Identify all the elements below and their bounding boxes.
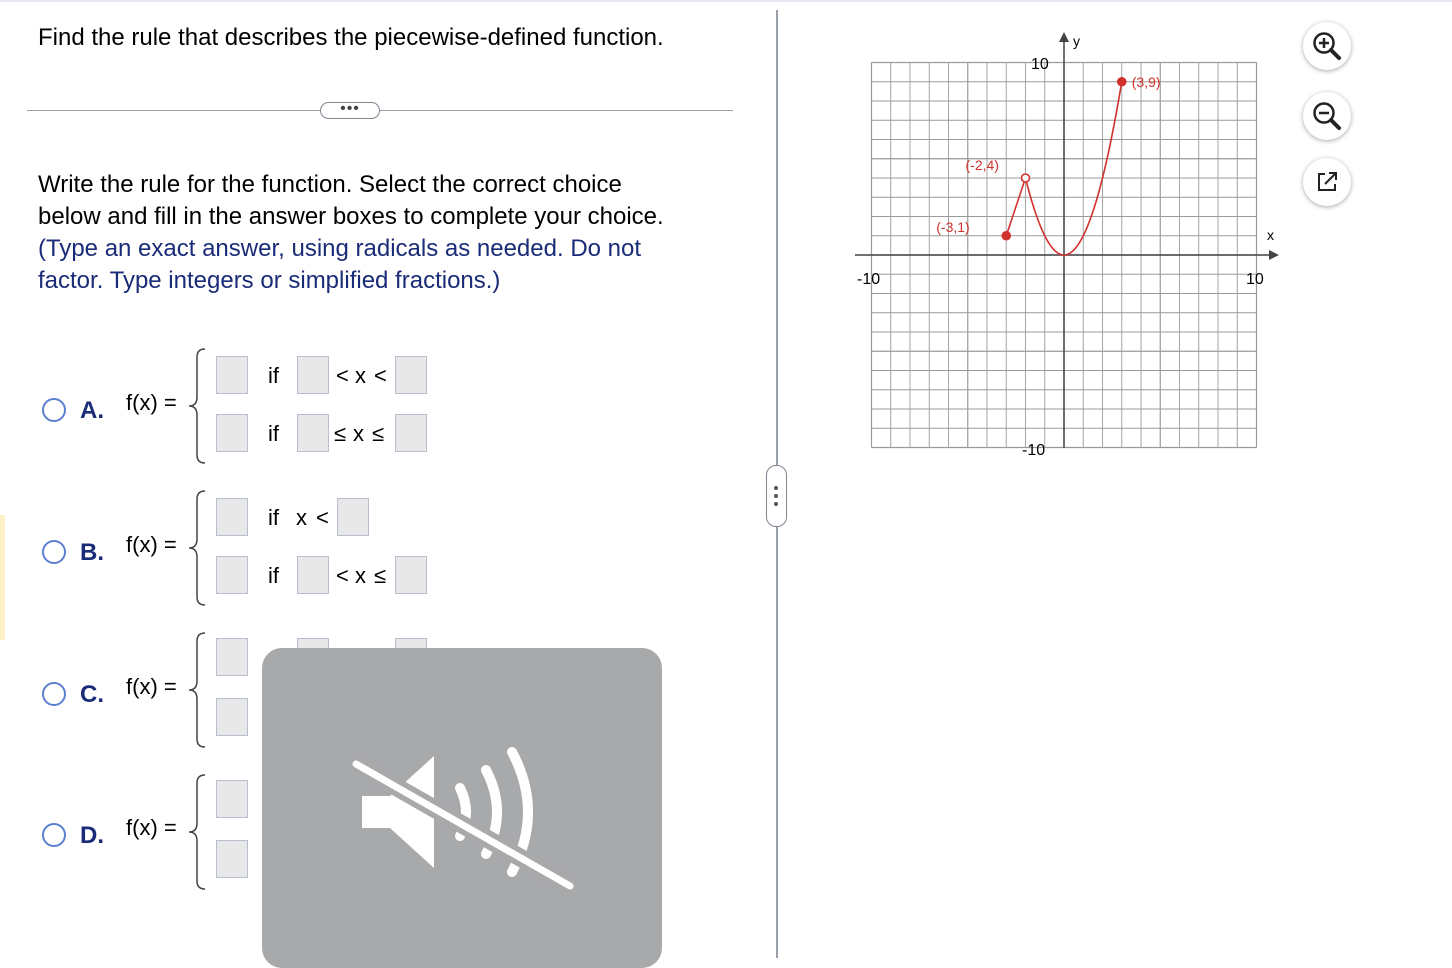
- function-graph: [845, 28, 1285, 468]
- zoom-out-button[interactable]: [1303, 92, 1351, 140]
- choice-d-fx: f(x) =: [126, 815, 177, 840]
- choice-a-lower-1-box[interactable]: [297, 356, 329, 394]
- linear-piece: [1006, 178, 1025, 236]
- instructions-note-2: factor. Type integers or simplified fractions.): [38, 267, 501, 294]
- choice-a-upper-1-box[interactable]: [395, 356, 427, 394]
- separator: [27, 110, 733, 111]
- choice-c-expr-1-box[interactable]: [216, 638, 248, 676]
- choice-d-letter: D.: [80, 822, 104, 849]
- choice-a-op-1b: <: [374, 363, 387, 388]
- choice-b-expr-1-box[interactable]: [216, 498, 248, 536]
- choice-d-expr-2-box[interactable]: [216, 840, 248, 878]
- popout-button[interactable]: [1303, 158, 1351, 206]
- pane-resize-handle[interactable]: [766, 465, 787, 527]
- zoom-out-icon: [1303, 92, 1351, 140]
- y-min-tick-label: -10: [1022, 442, 1046, 459]
- more-button[interactable]: •••: [320, 102, 380, 119]
- x-min-tick-label: -10: [857, 271, 881, 288]
- top-border: [0, 0, 1452, 2]
- parabola-piece: [1026, 82, 1122, 255]
- instructions-note-1: (Type an exact answer, using radicals as needed. Do not: [38, 235, 642, 262]
- zoom-in-icon: [1303, 22, 1351, 70]
- zoom-in-button[interactable]: [1303, 22, 1351, 70]
- question-text: Find the rule that describes the piecewise-defined function.: [38, 24, 664, 51]
- graph-point: [1118, 78, 1126, 86]
- choice-a-if-1: if: [268, 363, 279, 388]
- choice-c-radio[interactable]: [42, 682, 66, 706]
- choice-a-if-2: if: [268, 421, 279, 446]
- choice-b-if-2: if: [268, 563, 279, 588]
- choice-a-upper-2-box[interactable]: [395, 414, 427, 452]
- choice-d-radio[interactable]: [42, 823, 66, 847]
- y-axis-label: y: [1073, 33, 1080, 49]
- choice-a-lower-2-box[interactable]: [297, 414, 329, 452]
- choice-b-op-2a: <: [336, 563, 349, 588]
- choice-b-op-1: <: [316, 505, 329, 530]
- choice-a-x-1: x: [355, 363, 366, 388]
- choice-b-x-2: x: [355, 563, 366, 588]
- choice-b-radio[interactable]: [42, 540, 66, 564]
- graph-point-label: (3,9): [1131, 73, 1161, 90]
- choice-b-op-2b: ≤: [374, 563, 387, 588]
- choice-c-fx: f(x) =: [126, 674, 177, 699]
- instructions-line-1: Write the rule for the function. Select the correct choice: [38, 171, 622, 198]
- graph-points: [936, 74, 1160, 240]
- choice-a-fx: f(x) =: [126, 390, 177, 415]
- choice-b-lower-2-box[interactable]: [297, 556, 329, 594]
- graph-point: [1022, 174, 1030, 182]
- choice-b-x-1: x: [296, 505, 307, 530]
- choice-b[interactable]: [0, 487, 740, 607]
- instructions: [38, 169, 738, 297]
- choice-c-expr-2-box[interactable]: [216, 698, 248, 736]
- graph-point-label: (-3,1): [936, 218, 970, 235]
- brace-icon: [186, 489, 208, 607]
- choice-a-op-1a: <: [336, 363, 349, 388]
- brace-icon: [186, 631, 208, 749]
- graph-point: [1002, 232, 1010, 240]
- instructions-line-2: below and fill in the answer boxes to complete your choice.: [38, 203, 664, 230]
- x-max-tick-label: 10: [1246, 271, 1264, 288]
- choice-a-x-2: x: [353, 421, 364, 446]
- popout-icon: [1303, 158, 1351, 206]
- choice-b-bound-1-box[interactable]: [337, 498, 369, 536]
- choice-a-expr-1-box[interactable]: [216, 356, 248, 394]
- brace-icon: [186, 773, 208, 891]
- choice-b-upper-2-box[interactable]: [395, 556, 427, 594]
- mute-overlay: [262, 648, 662, 968]
- choice-b-letter: B.: [80, 539, 104, 566]
- choice-a-op-2b: ≤: [372, 421, 385, 446]
- graph-point-label: (-2,4): [965, 157, 999, 173]
- brace-icon: [186, 347, 208, 465]
- choice-b-fx: f(x) =: [126, 532, 177, 557]
- y-max-tick-label: 10: [1031, 56, 1049, 73]
- choice-a-radio[interactable]: [42, 398, 66, 422]
- x-axis-label: x: [1267, 227, 1274, 243]
- choice-a-op-2a: ≤: [334, 421, 347, 446]
- choice-a-expr-2-box[interactable]: [216, 414, 248, 452]
- choice-a-letter: A.: [80, 397, 104, 424]
- choice-d-expr-1-box[interactable]: [216, 780, 248, 818]
- muted-speaker-icon: [262, 648, 662, 958]
- choice-a[interactable]: [0, 345, 740, 465]
- choice-b-if-1: if: [268, 505, 279, 530]
- choice-b-expr-2-box[interactable]: [216, 556, 248, 594]
- y-axis: [1059, 32, 1069, 448]
- choice-c-letter: C.: [80, 681, 104, 708]
